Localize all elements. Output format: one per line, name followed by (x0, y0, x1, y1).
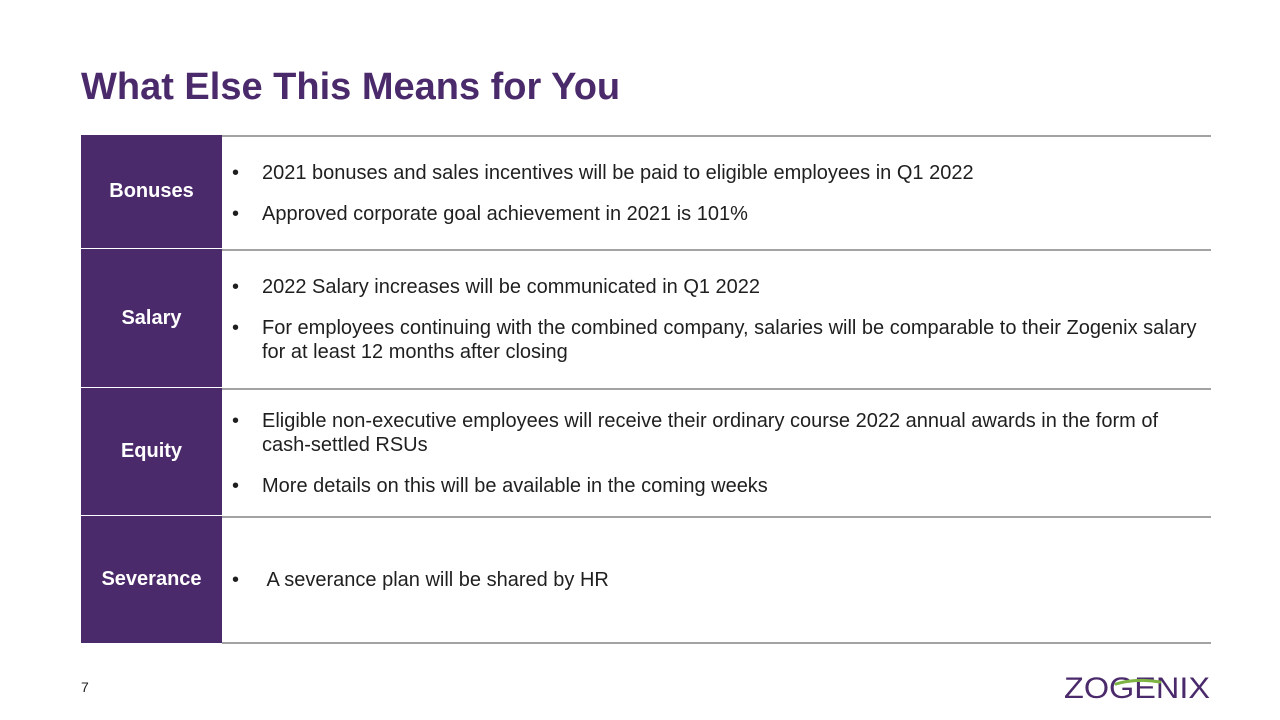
row-label-salary: Salary (81, 249, 222, 388)
bullet-item (222, 316, 1211, 364)
row-label-severance: Severance (81, 516, 222, 644)
bullet-dot: • (232, 202, 240, 225)
bullet-text: 2022 Salary increases will be communicated in Q1 2022 (262, 276, 761, 298)
row-content-salary (222, 249, 1211, 388)
bullet-dot: • (232, 161, 240, 184)
bullet-text: Eligible non-executive employees will receive their ordinary course 2022 annual awards in the form of cash-settled RSUs (262, 409, 1159, 456)
bullet-dot: • (232, 317, 240, 339)
info-table (81, 135, 1211, 644)
table-row-equity (81, 388, 1211, 516)
row-label-bonuses: Bonuses (81, 135, 222, 249)
bullet-text: A severance plan will be shared by HR (262, 569, 609, 591)
bullet-item (222, 275, 1211, 299)
logo-text: ZOGENIX (1064, 672, 1210, 704)
bullet-item (222, 474, 1211, 498)
bullet-dot: • (232, 569, 240, 591)
table-row-severance (81, 516, 1211, 644)
bullet-text: Approved corporate goal achievement in 2021 is 101% (262, 202, 748, 225)
bullet-text: More details on this will be available in the coming weeks (262, 474, 768, 497)
row-content-severance (222, 516, 1211, 644)
bullet-item (222, 568, 1211, 592)
bullet-item (222, 409, 1211, 457)
row-content-equity (222, 388, 1211, 516)
table-row-bonuses (81, 135, 1211, 249)
table-row-salary (81, 249, 1211, 388)
bullet-item (222, 161, 1211, 185)
page-number: 7 (81, 679, 89, 695)
bullet-item (222, 202, 1211, 226)
bullet-dot: • (232, 409, 240, 432)
bullet-text: 2021 bonuses and sales incentives will be paid to eligible employees in Q1 2022 (262, 161, 974, 184)
bullet-text: For employees continuing with the combined company, salaries will be comparable to their Zogenix salary for at least 12 months after closing (262, 317, 1197, 363)
row-label-equity: Equity (81, 388, 222, 516)
slide-title: What Else This Means for You (81, 66, 621, 108)
bullet-dot: • (232, 276, 240, 298)
row-content-bonuses (222, 135, 1211, 249)
bullet-dot: • (232, 474, 240, 497)
zogenix-logo (1064, 668, 1212, 704)
